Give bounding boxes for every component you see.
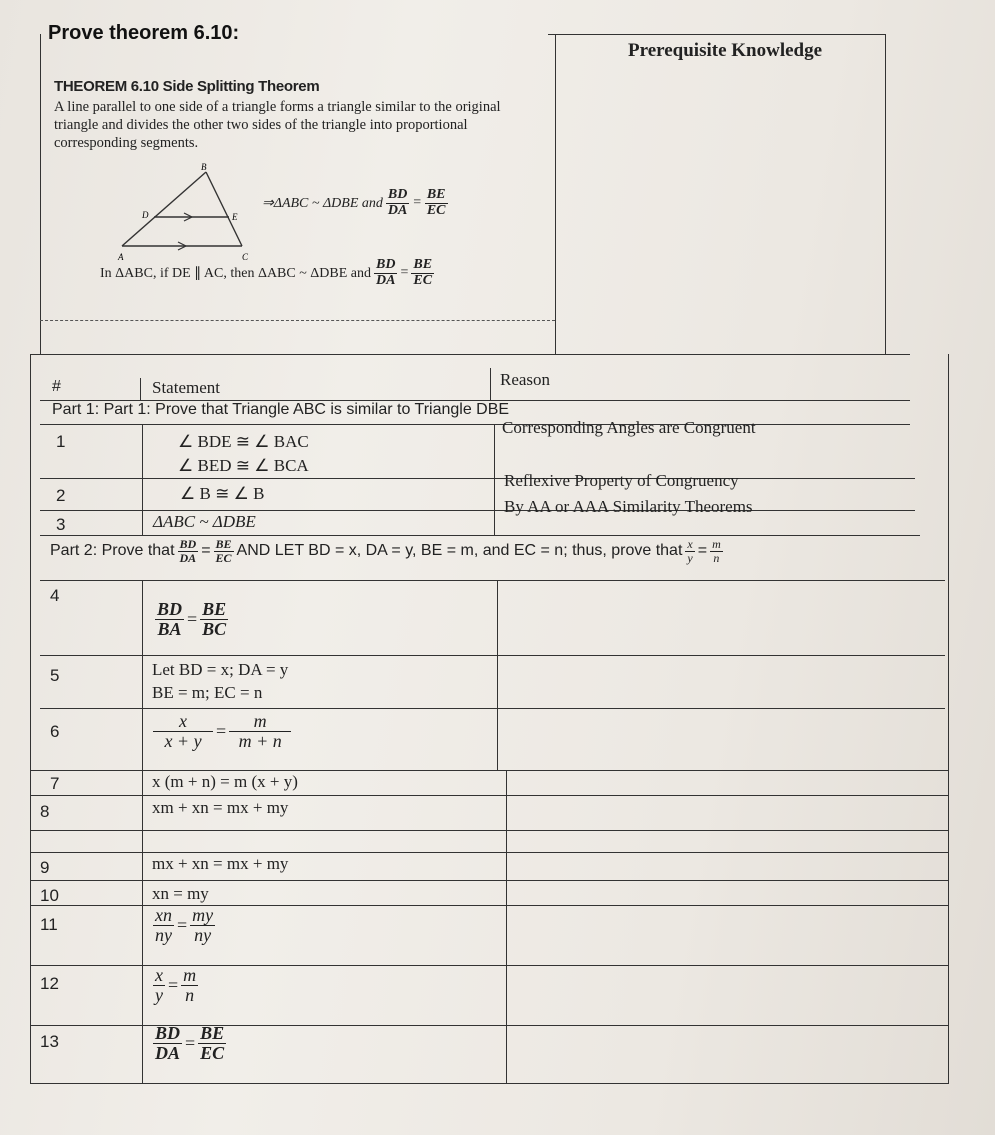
row-number: 11 <box>40 915 58 934</box>
frac-den: ny <box>194 924 212 945</box>
implication-text: ⇒ΔABC ~ ΔDBE and <box>262 195 383 211</box>
theorem-divider <box>555 34 556 354</box>
frac-num: my <box>192 905 214 925</box>
frac-num: BE <box>200 1023 225 1043</box>
col-rule-number <box>142 580 143 1083</box>
fraction-m-mn <box>229 712 291 751</box>
fraction-be-ec <box>214 538 234 564</box>
fraction-be-ec <box>425 188 448 218</box>
statement-fraction: $\frac{x}{x + y}$ = $\frac{m}{m + n}$ <box>150 712 294 751</box>
frac-num: BE <box>202 599 227 619</box>
row-rule <box>30 880 948 881</box>
frac-den: EC <box>215 550 232 565</box>
row-rule <box>40 708 945 709</box>
frac-num: m <box>183 965 197 985</box>
col-rule-statement <box>497 580 498 770</box>
fraction-bd-da <box>386 188 409 218</box>
frac-den: DA <box>387 202 408 218</box>
page-title: Prove theorem 6.10: <box>48 22 240 44</box>
frac-den: y <box>155 984 163 1005</box>
statement-text: xm + xn = mx + my <box>152 798 289 817</box>
row-rule <box>40 510 915 511</box>
col-rule-statement <box>494 424 495 535</box>
row-number: 4 <box>50 586 60 605</box>
frac-num: BE <box>426 187 446 202</box>
row-rule <box>40 655 945 656</box>
theorem-condition: In ΔABC, if DE ∥ AC, then ΔABC ~ ΔDBE and $\frac{BD}{DA}$ = $\frac{BE}{EC}$ <box>100 257 433 288</box>
vertex-label-a: A <box>118 252 124 262</box>
vertex-label-c: C <box>242 252 249 262</box>
row-number: 5 <box>50 666 60 685</box>
statement-text: xn = my <box>152 884 209 903</box>
statement-text: BE = m; EC = n <box>152 683 263 702</box>
frac-den: DA <box>376 272 396 288</box>
fraction-x-xy <box>153 712 213 751</box>
frac-den: n <box>713 550 720 565</box>
frac-num: x <box>155 965 163 985</box>
col-rule-number <box>140 378 141 400</box>
fraction-bd-ba <box>155 600 184 639</box>
fraction-m-n <box>181 966 198 1005</box>
part2-prefix: Part 2: Prove that <box>50 542 175 560</box>
statement-fraction: $\frac{BD}{BA}$ = $\frac{BE}{BC}$ <box>157 599 227 639</box>
frac-num: x <box>153 712 213 732</box>
fraction-be-bc <box>200 600 228 639</box>
table-left-border <box>30 354 31 1084</box>
frac-den: BC <box>202 618 227 639</box>
part2-heading: Part 2: Prove that $\frac{BD}{DA}$ = $\frac{BE}{EC}$ AND LET BD = x, DA = y, BE = m, and EC = n; thus, prove that $\frac{x}{y}$ = $\frac{m}{n}$ <box>50 537 721 565</box>
row-rule <box>30 795 948 796</box>
condition-text: In ΔABC, if DE ∥ AC, then ΔABC ~ ΔDBE and <box>100 265 372 281</box>
col-rule-number <box>142 424 143 535</box>
frac-num: BE <box>215 537 232 551</box>
table-top-border <box>30 354 910 355</box>
statement-fraction: $\frac{x}{y}$ = $\frac{m}{n}$ <box>155 965 197 1005</box>
row-number: 10 <box>40 886 59 905</box>
part1-heading: Part 1: Part 1: Prove that Triangle ABC is similar to Triangle DBE <box>52 401 510 418</box>
statement-text: x (m + n) = m (x + y) <box>152 772 298 791</box>
row-number: 1 <box>56 432 66 451</box>
fraction-bd-da <box>178 538 199 564</box>
theorem-dashed-rule <box>40 320 555 321</box>
frac-den: DA <box>179 550 197 565</box>
frac-den: EC <box>426 202 446 218</box>
frac-num: x <box>687 537 693 551</box>
row-rule <box>40 424 910 425</box>
frac-num: BD <box>157 599 183 619</box>
frac-num: BD <box>155 1023 181 1043</box>
statement-text: ∠ BDE ≅ ∠ BAC <box>178 432 309 451</box>
reason-text: Corresponding Angles are Congruent <box>502 418 756 437</box>
frac-num: BE <box>413 257 433 272</box>
row-rule <box>40 535 920 536</box>
frac-num: m <box>229 712 291 732</box>
row-number: 6 <box>50 722 60 741</box>
fraction-be-ec <box>198 1024 226 1063</box>
statement-text: ∠ BED ≅ ∠ BCA <box>178 456 309 475</box>
row-number: 7 <box>50 774 60 793</box>
frac-den: DA <box>155 1042 181 1063</box>
vertex-label-b: B <box>201 162 207 172</box>
frac-den: EC <box>200 1042 225 1063</box>
frac-num: BD <box>179 537 197 551</box>
row-number: 8 <box>40 802 50 821</box>
frac-den: BA <box>157 618 182 639</box>
row-rule <box>30 830 948 831</box>
row-rule <box>40 580 945 581</box>
frac-num: BD <box>376 257 396 272</box>
theorem-text: A line parallel to one side of a triangle forms a triangle similar to the original triangle and divides the other two sides of the triangle into proportional corresponding segments. <box>54 99 501 151</box>
row-rule <box>40 478 915 479</box>
col-rule-statement <box>506 770 507 1083</box>
col-rule-statement <box>490 368 491 400</box>
fraction-my-ny <box>190 906 215 945</box>
statement-fraction: $\frac{BD}{DA}$ = $\frac{BE}{EC}$ <box>155 1023 225 1063</box>
vertex-label-e: E <box>232 212 238 222</box>
frac-den: n <box>185 984 195 1005</box>
theorem-heading: THEOREM 6.10 Side Splitting Theorem <box>54 78 320 95</box>
row-number: 13 <box>40 1032 59 1051</box>
vertex-label-d: D <box>142 210 149 220</box>
frac-num: BD <box>387 187 408 202</box>
fraction-bd-da <box>374 258 397 288</box>
fraction-x-y <box>153 966 165 1005</box>
header-reason: Reason <box>500 370 551 389</box>
prereq-right-border <box>885 34 886 354</box>
row-number: 2 <box>56 486 66 505</box>
row-number: 12 <box>40 974 59 993</box>
theorem-implication: ⇒ΔABC ~ ΔDBE and $\frac{BD}{DA}$ = $\frac{BE}{EC}$ <box>262 187 446 218</box>
fraction-xn-ny <box>153 906 174 945</box>
part2-mid: AND LET BD = x, DA = y, BE = m, and EC = n; thus, prove that <box>236 542 683 560</box>
row-number: 9 <box>40 858 50 877</box>
fraction-m-n <box>710 538 723 564</box>
table-bottom-border <box>30 1083 948 1084</box>
statement-fraction: $\frac{xn}{ny}$ = $\frac{my}{ny}$ <box>155 905 214 945</box>
frac-den: EC <box>413 272 433 288</box>
frac-den: x + y <box>164 730 202 751</box>
frac-den: y <box>687 550 693 565</box>
statement-text: ΔABC ~ ΔDBE <box>153 512 256 531</box>
header-number: # <box>52 378 61 395</box>
frac-num: xn <box>155 905 172 925</box>
statement-text: mx + xn = mx + my <box>152 854 289 873</box>
row-rule <box>30 852 948 853</box>
prerequisite-heading: Prerequisite Knowledge <box>628 40 823 61</box>
prereq-top-border <box>548 34 886 35</box>
fraction-bd-da <box>153 1024 182 1063</box>
fraction-x-y <box>685 538 694 564</box>
reason-text: By AA or AAA Similarity Theorems <box>504 497 753 516</box>
frac-den: m + n <box>238 730 282 751</box>
row-number: 3 <box>56 515 66 534</box>
statement-text: Let BD = x; DA = y <box>152 660 289 679</box>
statement-text: ∠ B ≅ ∠ B <box>180 484 265 503</box>
row-rule <box>30 770 948 771</box>
triangle-diagram <box>112 160 262 270</box>
fraction-be-ec <box>411 258 434 288</box>
frac-den: ny <box>155 924 172 945</box>
table-right-border <box>948 354 949 1084</box>
header-statement: Statement <box>152 378 220 397</box>
frac-num: m <box>712 537 721 551</box>
reason-text: Reflexive Property of Congruency <box>504 471 739 490</box>
